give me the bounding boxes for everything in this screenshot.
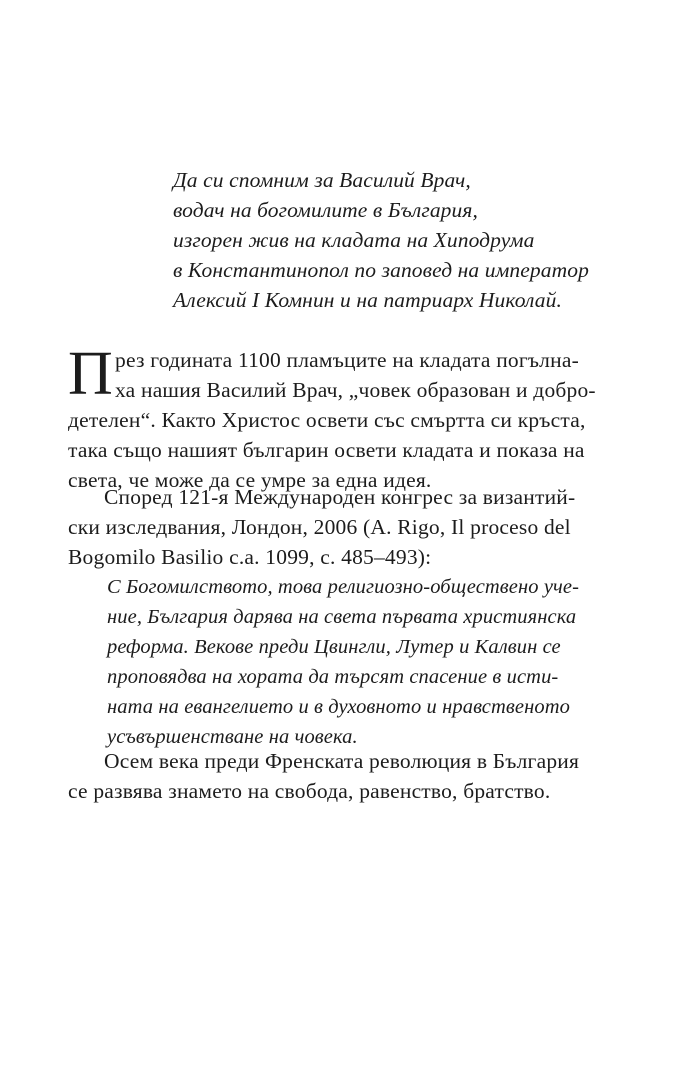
quote-line: усъвършенстване на човека. <box>107 726 358 748</box>
epigraph-line: в Константинопол по заповед на император <box>173 258 589 282</box>
paragraph-line: се развява знамето на свобода, равенство, братство. <box>68 779 551 803</box>
quote-line: ние, България дарява на света първата християнска <box>107 606 577 628</box>
epigraph <box>173 165 643 315</box>
paragraph-line: света, че може да се умре за една идея. <box>68 468 432 492</box>
epigraph-line: водач на богомилите в България, <box>173 198 478 222</box>
epigraph-line: Да си спомним за Василий Врач, <box>173 168 471 192</box>
paragraph-line: рез годината 1100 пламъците на кладата погълна- <box>115 348 579 372</box>
block-quote <box>107 572 627 752</box>
paragraph-line: Осем века преди Френската революция в България <box>104 749 580 773</box>
paragraph-line: детелен“. Както Христос освети със смъртта си кръста, <box>68 408 586 432</box>
paragraph-line: ха нашия Василий Врач, „човек образован и добро- <box>115 378 596 402</box>
paragraph-line: Според 121-я Международен конгрес за византий- <box>104 485 576 509</box>
quote-line: проповядва на хората да търсят спасение в исти- <box>107 666 559 688</box>
quote-line: реформа. Векове преди Цвингли, Лутер и Калвин се <box>107 636 561 658</box>
paragraph-1 <box>68 340 630 495</box>
paragraph-2 <box>68 482 630 572</box>
quote-line: С Богомилството, това религиозно-обществено уче- <box>107 576 580 598</box>
paragraph-line: така също нашият българин освети кладата и показа на <box>68 438 585 462</box>
paragraph-3 <box>68 746 630 806</box>
epigraph-line: изгорен жив на кладата на Хиподрума <box>173 228 535 252</box>
quote-line: ната на евангелието и в духовното и нравственото <box>107 696 570 718</box>
paragraph-line: Bogomilo Basilio c.a. 1099, c. 485–493): <box>68 545 432 569</box>
epigraph-line: Алексий I Комнин и на патриарх Николай. <box>173 288 562 312</box>
drop-cap: П <box>68 340 113 408</box>
paragraph-line: ски изследвания, Лондон, 2006 (A. Rigo, Il proceso del <box>68 515 571 539</box>
